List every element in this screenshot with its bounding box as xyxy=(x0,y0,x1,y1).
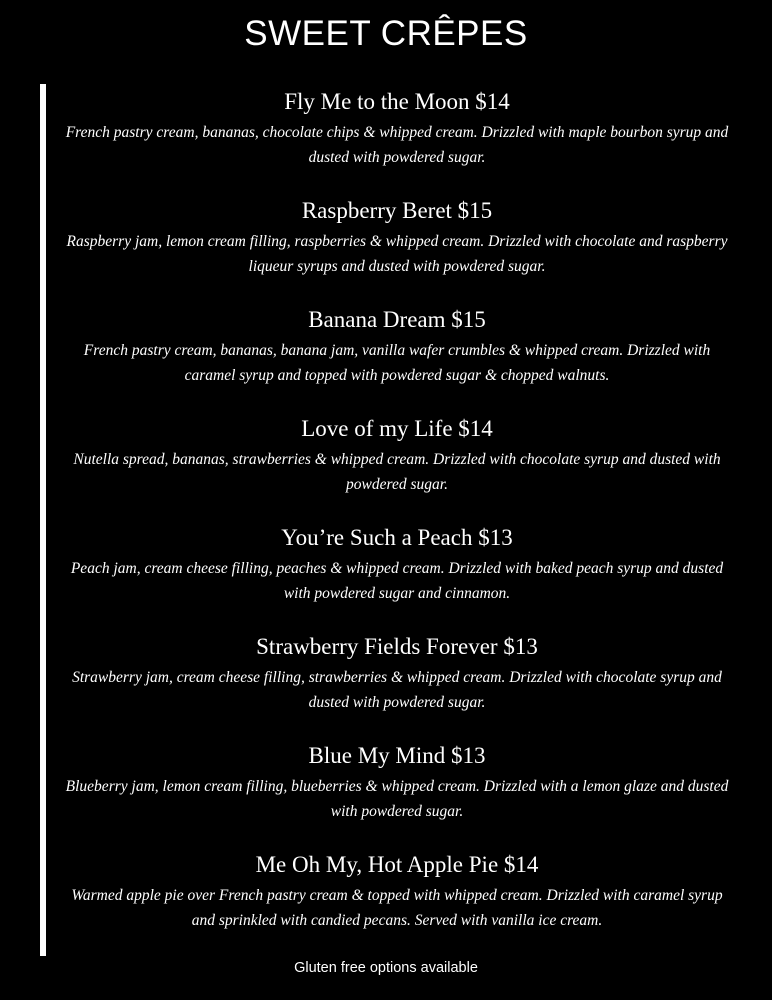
menu-item-name: Blue My Mind $13 xyxy=(308,743,486,768)
menu-item-blue-my-mind xyxy=(62,740,732,824)
menu-item-description: Blueberry jam, lemon cream filling, blueberries & whipped cream. Drizzled with a lemon glaze and dusted with powdered sugar. xyxy=(65,778,729,820)
menu-item-description: French pastry cream, bananas, chocolate chips & whipped cream. Drizzled with maple bourbon syrup and dusted with powdered sugar. xyxy=(65,124,729,166)
menu-item-description: Peach jam, cream cheese filling, peaches & whipped cream. Drizzled with baked peach syrup and dusted with powdered sugar and cinnamon. xyxy=(70,560,724,602)
footer-note: Gluten free options available xyxy=(294,960,478,976)
menu-item-me-oh-my-hot-apple-pie xyxy=(62,849,732,933)
menu-item-fly-me-to-the-moon xyxy=(62,86,732,170)
menu-item-name: You’re Such a Peach $13 xyxy=(281,525,513,550)
menu-item-description: Raspberry jam, lemon cream filling, raspberries & whipped cream. Drizzled with chocolate and raspberry liqueur syrups and dusted with powdered sugar. xyxy=(66,233,728,275)
menu-item-description: French pastry cream, bananas, banana jam, vanilla wafer crumbles & whipped cream. Drizzled with caramel syrup and topped with powdered sugar & chopped walnuts. xyxy=(83,342,711,384)
menu-item-name: Love of my Life $14 xyxy=(301,416,493,441)
menu-item-banana-dream xyxy=(62,304,732,388)
menu-item-name: Strawberry Fields Forever $13 xyxy=(256,634,538,659)
menu-item-strawberry-fields-forever xyxy=(62,631,732,715)
menu-item-raspberry-beret xyxy=(62,195,732,279)
menu-item-name: Banana Dream $15 xyxy=(308,307,486,332)
menu-item-description: Warmed apple pie over French pastry cream & topped with whipped cream. Drizzled with caramel syrup and sprinkled with candied pecans. Served with vanilla ice cream. xyxy=(71,887,723,929)
menu-item-name: Me Oh My, Hot Apple Pie $14 xyxy=(255,852,539,877)
menu-item-description: Strawberry jam, cream cheese filling, strawberries & whipped cream. Drizzled with chocolate syrup and dusted with powdered sugar. xyxy=(72,669,722,711)
menu-item-name: Raspberry Beret $15 xyxy=(301,198,493,223)
menu-item-youre-such-a-peach xyxy=(62,522,732,606)
menu-item-love-of-my-life xyxy=(62,413,732,497)
menu-item-name: Fly Me to the Moon $14 xyxy=(284,89,510,114)
vertical-divider xyxy=(40,84,46,956)
page-title: SWEET CRÊPES xyxy=(244,14,528,53)
menu-item-description: Nutella spread, bananas, strawberries & whipped cream. Drizzled with chocolate syrup and dusted with powdered sugar. xyxy=(73,451,721,493)
